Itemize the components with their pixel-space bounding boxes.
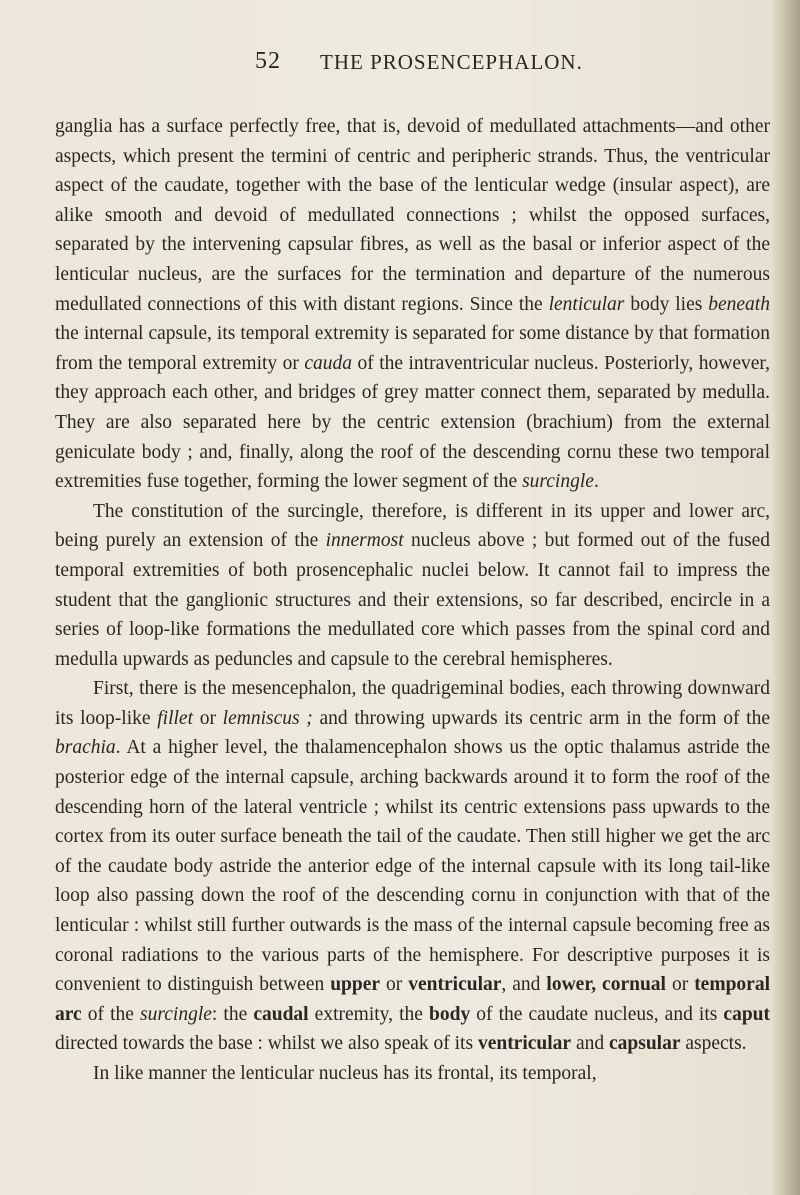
bold-term: caudal: [253, 1003, 309, 1025]
text-run: or: [193, 707, 223, 729]
text-run: of the caudate nucleus, and its: [470, 1003, 724, 1025]
running-header: [255, 48, 715, 84]
text-run: or: [665, 974, 695, 996]
text-run: ganglia has a surface perfectly free, that is, devoid of medullated attachments—and other aspects, which present the termini of centric and peripheric strands. Thus, the ventricular aspect of the caudate, together with the base of the lenticular wedge (insular aspect), are alike smooth and devoid of medullated connections ; whilst the opposed surfaces, separated by the intervening capsular fibres, as well as the basal or inferior aspect of the lenticular nucleus, are the surfaces for the termination and departure of the numerous medullated connections of this with distant regions. Since the: [55, 116, 770, 315]
paragraph: [55, 112, 770, 497]
page-number: 52: [255, 48, 281, 74]
italic-term: cauda: [304, 352, 353, 374]
italic-term: innermost: [325, 530, 404, 552]
bold-term: lower, cornual: [546, 974, 666, 996]
text-run: The constitution of the surcingle, therefore, is different in its upper and lower arc, being purely an extension of the: [55, 500, 770, 552]
text-run: and throwing upwards its centric arm in the form of the: [312, 707, 770, 729]
text-run: nucleus above ; but formed out of the fused temporal extremities of both prosencephalic nuclei below. It cannot fail to impress the student that the ganglionic structures and their extensions, so far described, encircle in a series of loop-like formations the medullated core which passes from the spinal cord and medulla upwards as peduncles and capsule to the cerebral hemispheres.: [55, 530, 770, 670]
running-title: THE PROSENCEPHALON.: [320, 50, 583, 74]
bold-term: upper: [330, 974, 381, 996]
text-run: of the: [81, 1003, 141, 1025]
italic-term: beneath: [708, 293, 770, 315]
bold-term: ventricular: [408, 974, 502, 996]
paragraph: [55, 1059, 770, 1089]
text-run: and: [571, 1033, 609, 1055]
paragraph: [55, 497, 770, 675]
text-run: body lies: [624, 293, 709, 315]
text-run: : the: [211, 1003, 254, 1025]
italic-term: surcingle: [522, 471, 594, 493]
text-run: the internal capsule, its temporal extremity is separated for some distance by that formation from the temporal extremity or: [55, 323, 770, 374]
text-run: aspects.: [680, 1033, 747, 1055]
page-edge-shadow: [772, 0, 800, 1195]
text-run: In like manner the lenticular nucleus has its frontal, its temporal,: [93, 1063, 597, 1084]
paragraph: [55, 674, 770, 1059]
italic-term: lenticular: [548, 293, 625, 315]
italic-term: lemniscus ;: [222, 707, 313, 729]
italic-term: surcingle: [140, 1003, 212, 1025]
bold-term: caput: [723, 1003, 771, 1025]
text-run: or: [380, 974, 409, 996]
bold-term: body: [429, 1003, 471, 1025]
text-run: directed towards the base : whilst we also speak of its: [55, 1033, 478, 1055]
bold-term: capsular: [608, 1033, 681, 1055]
text-run: First, there is the mesencephalon, the quadrigeminal bodies, each throwing downward its loop-like: [55, 678, 770, 729]
bold-term: ventricular: [477, 1033, 572, 1055]
text-run: of the intraventricular nucleus. Posteriorly, however, they approach each other, and bridges of grey matter connect them, separated by medulla. They are also separated here by the centric extension (brachium) from the external geniculate body ; and, finally, along the roof of the descending cornu these two temporal extremities fuse together, forming the lower segment of the: [55, 352, 770, 493]
italic-term: fillet: [157, 707, 193, 729]
text-run: extremity, the: [308, 1003, 429, 1025]
text-run: , and: [501, 974, 547, 996]
body-text: [55, 112, 770, 1089]
bold-term: temporal arc: [55, 974, 770, 1025]
text-run: . At a higher level, the thalamencephalon shows us the optic thalamus astride the posterior edge of the internal capsule, arching backwards around it to form the roof of the descending horn of the lateral ventricle ; whilst its centric extensions pass upwards to the cortex from its outer surface beneath the tail of the caudate. Then still higher we get the arc of the caudate body astride the anterior edge of the internal capsule with its long tail-like loop also passing down the roof of the descending cornu in conjunction with that of the lenticular : whilst still further outwards is the mass of the internal capsule becoming free as coronal radiations to the various parts of the hemisphere. For descriptive purposes it is convenient to distinguish between: [55, 737, 770, 996]
italic-term: brachia: [55, 737, 116, 759]
text-run: .: [593, 471, 599, 493]
